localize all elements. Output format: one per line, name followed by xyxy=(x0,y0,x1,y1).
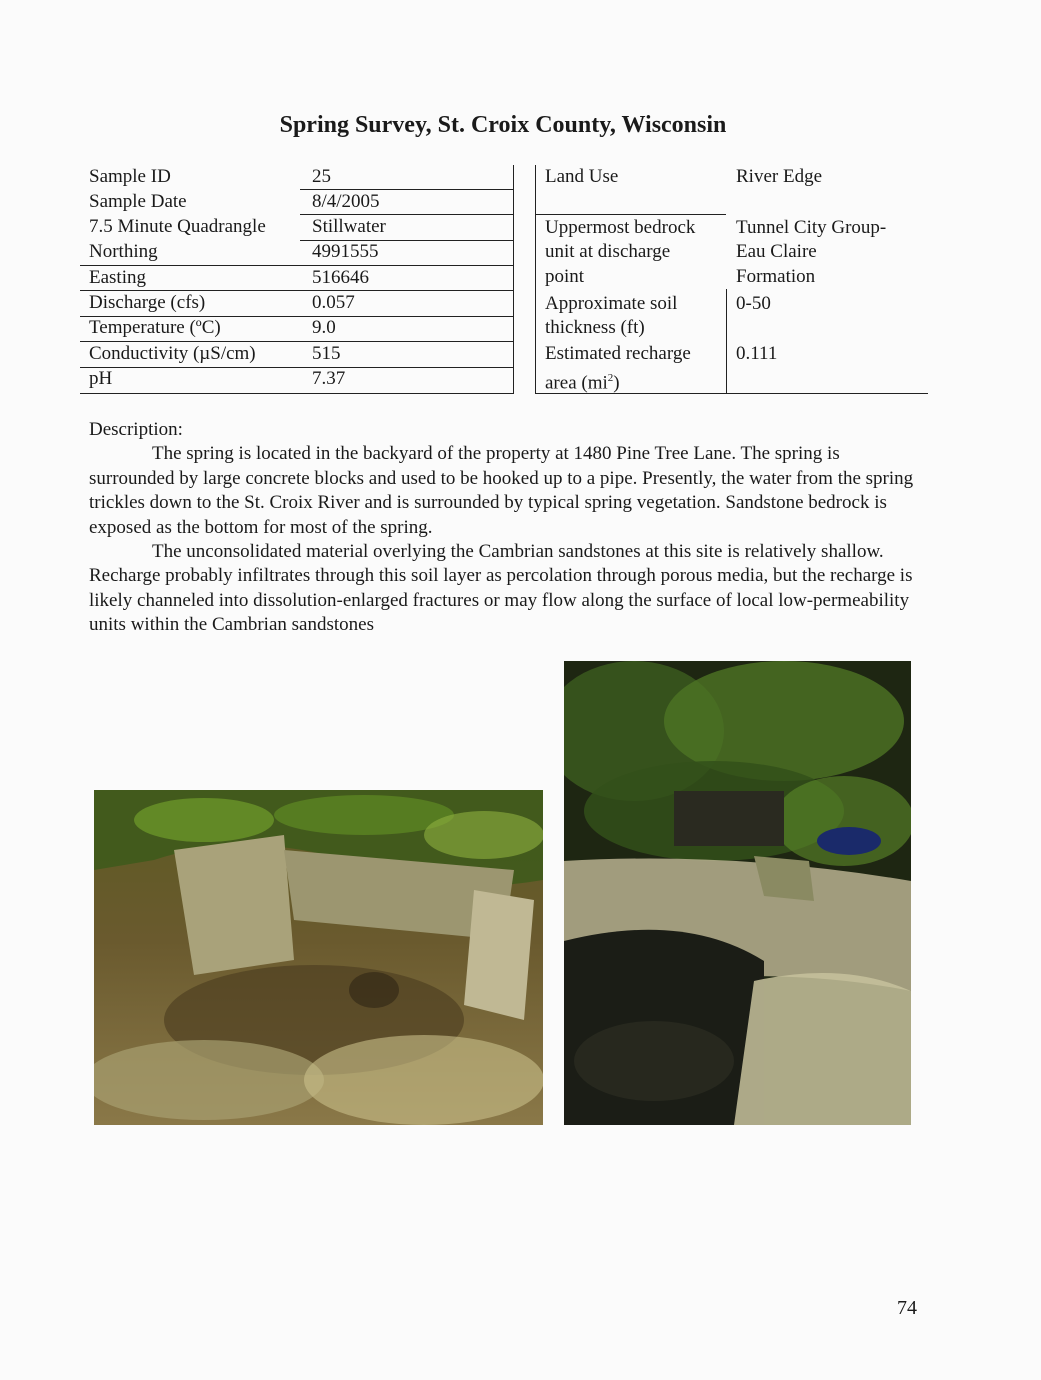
recharge-label-close: ) xyxy=(613,372,620,394)
recharge-label-superscript: 2 xyxy=(607,372,614,384)
land-use-value: River Edge xyxy=(736,166,823,187)
row-value: 8/4/2005 xyxy=(312,191,380,212)
row-value: 25 xyxy=(312,166,331,187)
spring-photo-concrete-blocks xyxy=(94,790,543,1125)
bedrock-label-line-3: point xyxy=(545,266,585,287)
row-value: 515 xyxy=(312,343,341,364)
row-label: Sample Date xyxy=(89,191,187,212)
recharge-label-line-2 xyxy=(545,366,620,396)
description-heading: Description: xyxy=(89,419,183,440)
soil-label-line-1: Approximate soil xyxy=(545,293,678,314)
page-number: 74 xyxy=(897,1297,917,1319)
row-label: 7.5 Minute Quadrangle xyxy=(89,216,266,237)
spring-photo-vegetation xyxy=(564,661,911,1125)
photo-illustration xyxy=(564,661,911,1125)
row-value: 0.057 xyxy=(312,292,355,313)
row-value: 7.37 xyxy=(312,368,346,389)
page-title: Spring Survey, St. Croix County, Wisconsin xyxy=(279,112,727,138)
row-value: 4991555 xyxy=(312,241,379,262)
row-label: pH xyxy=(89,368,113,389)
row-label: Northing xyxy=(89,241,158,262)
land-use-label: Land Use xyxy=(545,166,619,187)
table-rule xyxy=(300,189,513,190)
table-rule xyxy=(80,265,513,266)
row-label: Sample ID xyxy=(89,166,171,187)
recharge-label-line-1: Estimated recharge xyxy=(545,343,691,364)
table-rule xyxy=(80,290,513,291)
row-label: Conductivity (µS/cm) xyxy=(89,343,256,364)
bedrock-value-line-1: Tunnel City Group- xyxy=(736,217,887,238)
row-value: 9.0 xyxy=(312,317,336,338)
description-paragraph: The spring is located in the backyard of the property at 1480 Pine Tree Lane. The spring is surrounded by large concrete blocks and used to be hooked up to a pipe. Presently, the water from the spring trickles down to the St. Croix River and is surrounded by typical spring vegetation. Sandstone bedrock is exposed as the bottom for most of the spring. xyxy=(89,443,914,538)
recharge-value: 0.111 xyxy=(736,343,778,364)
bedrock-label-line-2: unit at discharge xyxy=(545,241,671,262)
table-rule xyxy=(535,214,726,215)
bedrock-value-line-3: Formation xyxy=(736,266,816,287)
table-border xyxy=(513,165,514,394)
table-rule xyxy=(80,393,513,394)
row-label: Easting xyxy=(89,267,146,288)
table-rule xyxy=(300,240,513,241)
row-value: Stillwater xyxy=(312,216,386,237)
bedrock-label-line-1: Uppermost bedrock xyxy=(545,217,696,238)
table-rule xyxy=(726,289,727,394)
site-info-table xyxy=(535,165,928,394)
row-label: Discharge (cfs) xyxy=(89,292,206,313)
table-rule xyxy=(300,214,513,215)
description-section xyxy=(89,418,919,638)
photo-illustration xyxy=(94,790,543,1125)
table-rule xyxy=(80,367,513,368)
bedrock-value-line-2: Eau Claire xyxy=(736,241,817,262)
sample-info-table xyxy=(80,165,513,394)
recharge-label-text: area (mi xyxy=(545,372,608,394)
table-rule xyxy=(80,341,513,342)
soil-value: 0-50 xyxy=(736,293,771,314)
table-rule xyxy=(80,316,513,317)
description-paragraph: The unconsolidated material overlying the Cambrian sandstones at this site is relatively shallow. Recharge probably infiltrates through this soil layer as percolation through porous media, but the recharge is likely channeled into dissolution-enlarged fractures or may flow along the surface of local low-permeability units within the Cambrian sandstones xyxy=(89,541,913,636)
table-border xyxy=(535,165,536,394)
row-value: 516646 xyxy=(312,267,369,288)
soil-label-line-2: thickness (ft) xyxy=(545,317,645,338)
row-label: Temperature (ºC) xyxy=(89,317,221,338)
